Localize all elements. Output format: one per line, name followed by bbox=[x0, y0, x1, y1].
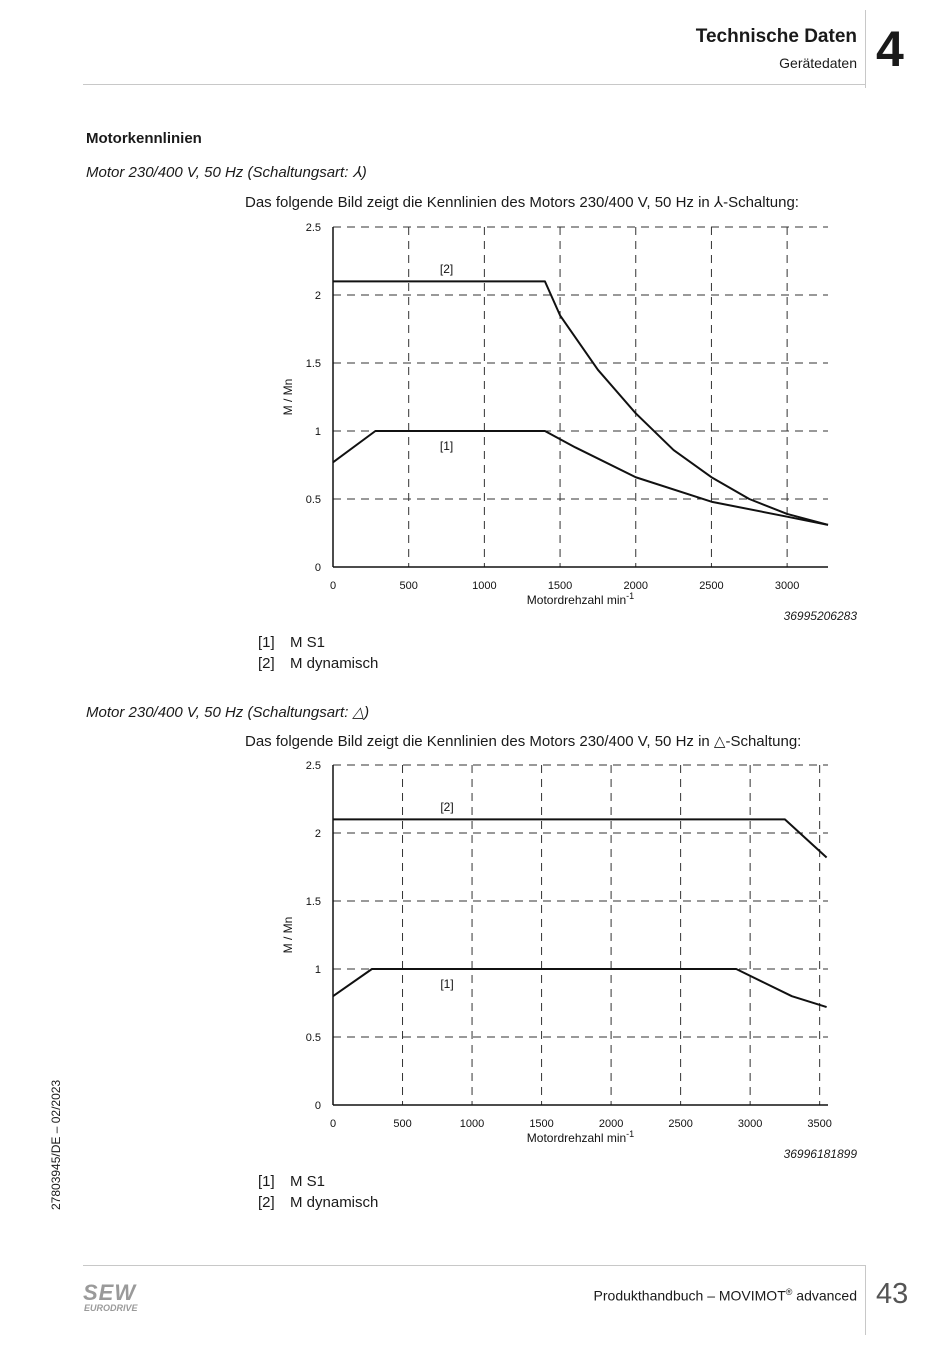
x-axis-label: Motordrehzahl $\min^{-1}$ bbox=[526, 591, 635, 607]
y-tick-label: 2.5 bbox=[305, 760, 321, 772]
x-tick-label: 1500 bbox=[529, 1118, 554, 1130]
series-label: [2] bbox=[439, 262, 454, 277]
y-tick-label: 0.5 bbox=[305, 494, 321, 506]
series-line bbox=[333, 819, 827, 857]
x-tick-label: 500 bbox=[393, 1118, 412, 1130]
figure-id: 36996181899 bbox=[783, 1147, 857, 1161]
chart-delta-connection bbox=[270, 753, 850, 1148]
legend-item: [1] M S1 bbox=[258, 1173, 326, 1190]
x-tick-label: 3500 bbox=[807, 1118, 832, 1130]
header-rule bbox=[83, 84, 866, 85]
footer-rule bbox=[83, 1265, 866, 1266]
x-tick-label: 500 bbox=[399, 580, 418, 592]
y-tick-label: 0 bbox=[314, 562, 321, 574]
footer-divider bbox=[865, 1265, 866, 1335]
motor-subtitle-delta: Motor 230/400 V, 50 Hz (Schaltungsart: △) bbox=[86, 704, 370, 721]
header-title: Technische Daten bbox=[695, 26, 857, 47]
y-tick-label: 1 bbox=[314, 964, 321, 976]
logo-text: SEW bbox=[83, 1280, 137, 1305]
legend bbox=[258, 1171, 378, 1213]
x-tick-label: 1000 bbox=[459, 1118, 485, 1130]
x-tick-label: 2500 bbox=[668, 1118, 693, 1130]
y-tick-label: 0 bbox=[314, 1100, 321, 1112]
x-tick-label: 1000 bbox=[472, 580, 497, 592]
x-tick-label: 3000 bbox=[774, 580, 800, 592]
intro-text-delta: Das folgende Bild zeigt die Kennlinien des Motors 230/400 V, 50 Hz in △-Schaltung: bbox=[245, 733, 802, 750]
legend bbox=[258, 632, 378, 674]
y-tick-label: 1.5 bbox=[305, 896, 321, 908]
legend-item: [2] M dynamisch bbox=[258, 655, 379, 672]
x-tick-label: 2000 bbox=[598, 1118, 624, 1130]
x-axis-label: Motordrehzahl $\min^{-1}$ bbox=[526, 1129, 635, 1145]
page-number: 43 bbox=[876, 1278, 909, 1310]
y-axis-label: M / Mn bbox=[281, 916, 295, 954]
x-tick-label: 2500 bbox=[699, 580, 724, 592]
series-label: [2] bbox=[440, 800, 454, 815]
footer-text: Produkthandbuch – MOVIMOT® advanced bbox=[593, 1287, 857, 1304]
header-divider bbox=[865, 10, 866, 88]
y-tick-label: 0.5 bbox=[305, 1032, 321, 1044]
figure-id: 36995206283 bbox=[783, 609, 857, 623]
document-number: 27803945/DE – 02/2023 bbox=[49, 1079, 63, 1210]
series-line bbox=[333, 431, 828, 525]
x-tick-label: 2000 bbox=[623, 580, 648, 592]
logo-subtext: EURODRIVE bbox=[84, 1303, 138, 1313]
x-tick-label: 0 bbox=[329, 1118, 337, 1130]
y-tick-label: 2 bbox=[314, 290, 321, 302]
section-title: Motorkennlinien bbox=[86, 130, 202, 147]
x-tick-label: 1500 bbox=[547, 580, 573, 592]
series-label: [1] bbox=[439, 439, 454, 454]
y-tick-label: 1.5 bbox=[305, 358, 321, 370]
sew-logo bbox=[83, 1280, 155, 1319]
chart-star-connection bbox=[270, 215, 850, 610]
y-tick-label: 1 bbox=[314, 426, 321, 438]
x-tick-label: 3000 bbox=[737, 1118, 763, 1130]
legend-item: [2] M dynamisch bbox=[258, 1194, 379, 1211]
series-label: [1] bbox=[440, 977, 454, 992]
header-subtitle: Gerätedaten bbox=[779, 55, 857, 71]
series-line bbox=[333, 281, 828, 524]
chapter-number: 4 bbox=[876, 21, 904, 77]
y-tick-label: 2 bbox=[314, 828, 321, 840]
legend-item: [1] M S1 bbox=[258, 634, 326, 651]
intro-text-star: Das folgende Bild zeigt die Kennlinien des Motors 230/400 V, 50 Hz in ⅄-Schaltung: bbox=[245, 194, 799, 211]
motor-subtitle-star: Motor 230/400 V, 50 Hz (Schaltungsart: ⅄) bbox=[86, 164, 367, 181]
series-line bbox=[333, 969, 827, 1007]
y-axis-label: M / Mn bbox=[281, 378, 295, 416]
x-tick-label: 0 bbox=[329, 580, 337, 592]
y-tick-label: 2.5 bbox=[305, 222, 321, 234]
